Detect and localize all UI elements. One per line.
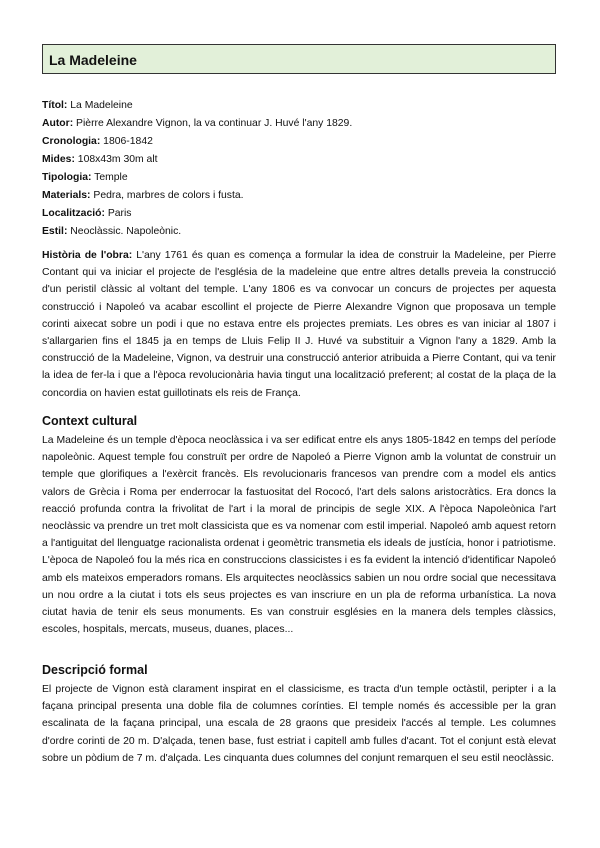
metadata-label: Mides:: [42, 154, 75, 165]
metadata-value: La Madeleine: [67, 100, 133, 111]
metadata-value: Temple: [91, 172, 128, 183]
metadata-label: Localització:: [42, 208, 105, 219]
metadata-value: 1806-1842: [100, 136, 153, 147]
description-heading: Descripció formal: [42, 663, 148, 677]
metadata-value: Paris: [104, 208, 132, 219]
metadata-row-materials: [42, 187, 556, 205]
history-label: Història de l'obra:: [42, 250, 133, 261]
metadata-label: Cronologia:: [42, 136, 101, 147]
metadata-label: Estil:: [42, 226, 68, 237]
metadata-value: Pièrre Alexandre Vignon, la va continuar J. Huvé l'any 1829.: [73, 118, 353, 129]
context-paragraph: La Madeleine és un temple d'època neoclàssica i va ser edificat entre els anys 1805-1842 en temps del període napoleònic. Aquest temple fou construït per ordre de Napoleó a Pierre Vignon amb la voluntat de construir un temple que glorifiques a l'exèrcit francès. Els revolucionaris francesos van prendre com a model els antics valors de Grècia i Roma per enderrocar la fastuositat del Rococó, l'art dels salons aristocràtics. Era doncs la reacció profunda contra la frivolitat de l'art i la moral de principis de segle XIX. A l'època Napoleònica l'art neoclàssic va prendre un tret molt classicista que es va nomenar com estil imperial. Napoleó amb aquest retorn a l'antiguitat del llenguatge racionalista ordenat i geomètric transmetia els ideals de justícia, honor i patriotisme. L'època de Napoleó fou la més rica en construccions classicistes i es fa evident la intenció d'identificar Napoleó amb els mateixos emperadors romans. Els arquitectes neoclàssics sabien un nou ordre social que necessitava un nou ordre a la ciutat i tots els seus projectes es van inscriure en un pla de reforma urbanística. La nova ciutat havia de tenir els seus monuments. Es van construir esglésies en la manera dels temples clàssics, escoles, hospitals, mercats, museus, duanes, places...: [42, 435, 556, 636]
context-heading: Context cultural: [42, 414, 138, 428]
metadata-value: Pedra, marbres de colors i fusta.: [90, 190, 244, 201]
metadata-list: [42, 97, 556, 241]
metadata-label: Tipologia:: [42, 172, 92, 183]
history-text: L'any 1761 és quan es comença a formular la idea de construir la Madeleine, per Pierre Contant qui va iniciar el projecte de l'església de la madeleine que entre altres detalls preveia la construcció d'un peristil clàssic al voltant del temple. L'any 1806 es va convocar un concurs de projectes per aquesta construcció i Napoleó va acabar escollint el projecte de Pierre Alexandre Vignon que proposava un temple corinti aixecat sobre un podi i que no estava entre els projectes premiats. Les obres es van iniciar al 1807 i s'allargarien fins el 1845 ja en temps de Lluis Felip II J. Huvé va substituir a Vignon l'any a 1829. Amb la construcció de la Madeleine, Vignon, va destruir una construcció anterior atribuida a Pierre Contant, qui va tenir la idea de fer-la i que a l'època revolucionària havia tingut una localització preferent; al costat de la plaça de la concordia on havien estat guillotinats els reis de França.: [42, 250, 557, 399]
metadata-row-location: [42, 205, 556, 223]
metadata-value: Neoclàssic. Napoleònic.: [67, 226, 182, 237]
description-paragraph: El projecte de Vignon està clarament inspirat en el classicisme, es tracta d'un temple octàstil, peripter i a la façana principal presenta una doble fila de columnes corínties. El temple només és accessible per la gran escalinata de la façana principal, una escala de 28 graons que presideix l'accés al temple. Les columnes d'ordre corinti de 20 m. D'alçada, tenen base, fust estriat i capitell amb fulles d'acant. Tot el conjunt està elevat sobre un pòdium de 7 m. d'alçada. Les cinquanta dues columnes del conjunt remarquen el seu estil neoclàssic.: [42, 684, 556, 764]
metadata-row-title: [42, 97, 556, 115]
metadata-label: Materials:: [42, 190, 91, 201]
metadata-row-style: [42, 223, 556, 241]
metadata-label: Títol:: [42, 100, 68, 111]
metadata-row-author: [42, 115, 556, 133]
metadata-label: Autor:: [42, 118, 74, 129]
page-title: La Madeleine: [49, 52, 137, 68]
metadata-row-chronology: [42, 133, 556, 151]
metadata-row-typology: [42, 169, 556, 187]
metadata-value: 108x43m 30m alt: [74, 154, 158, 165]
title-banner: [42, 44, 556, 74]
history-paragraph: [42, 247, 556, 402]
metadata-row-dimensions: [42, 151, 556, 169]
